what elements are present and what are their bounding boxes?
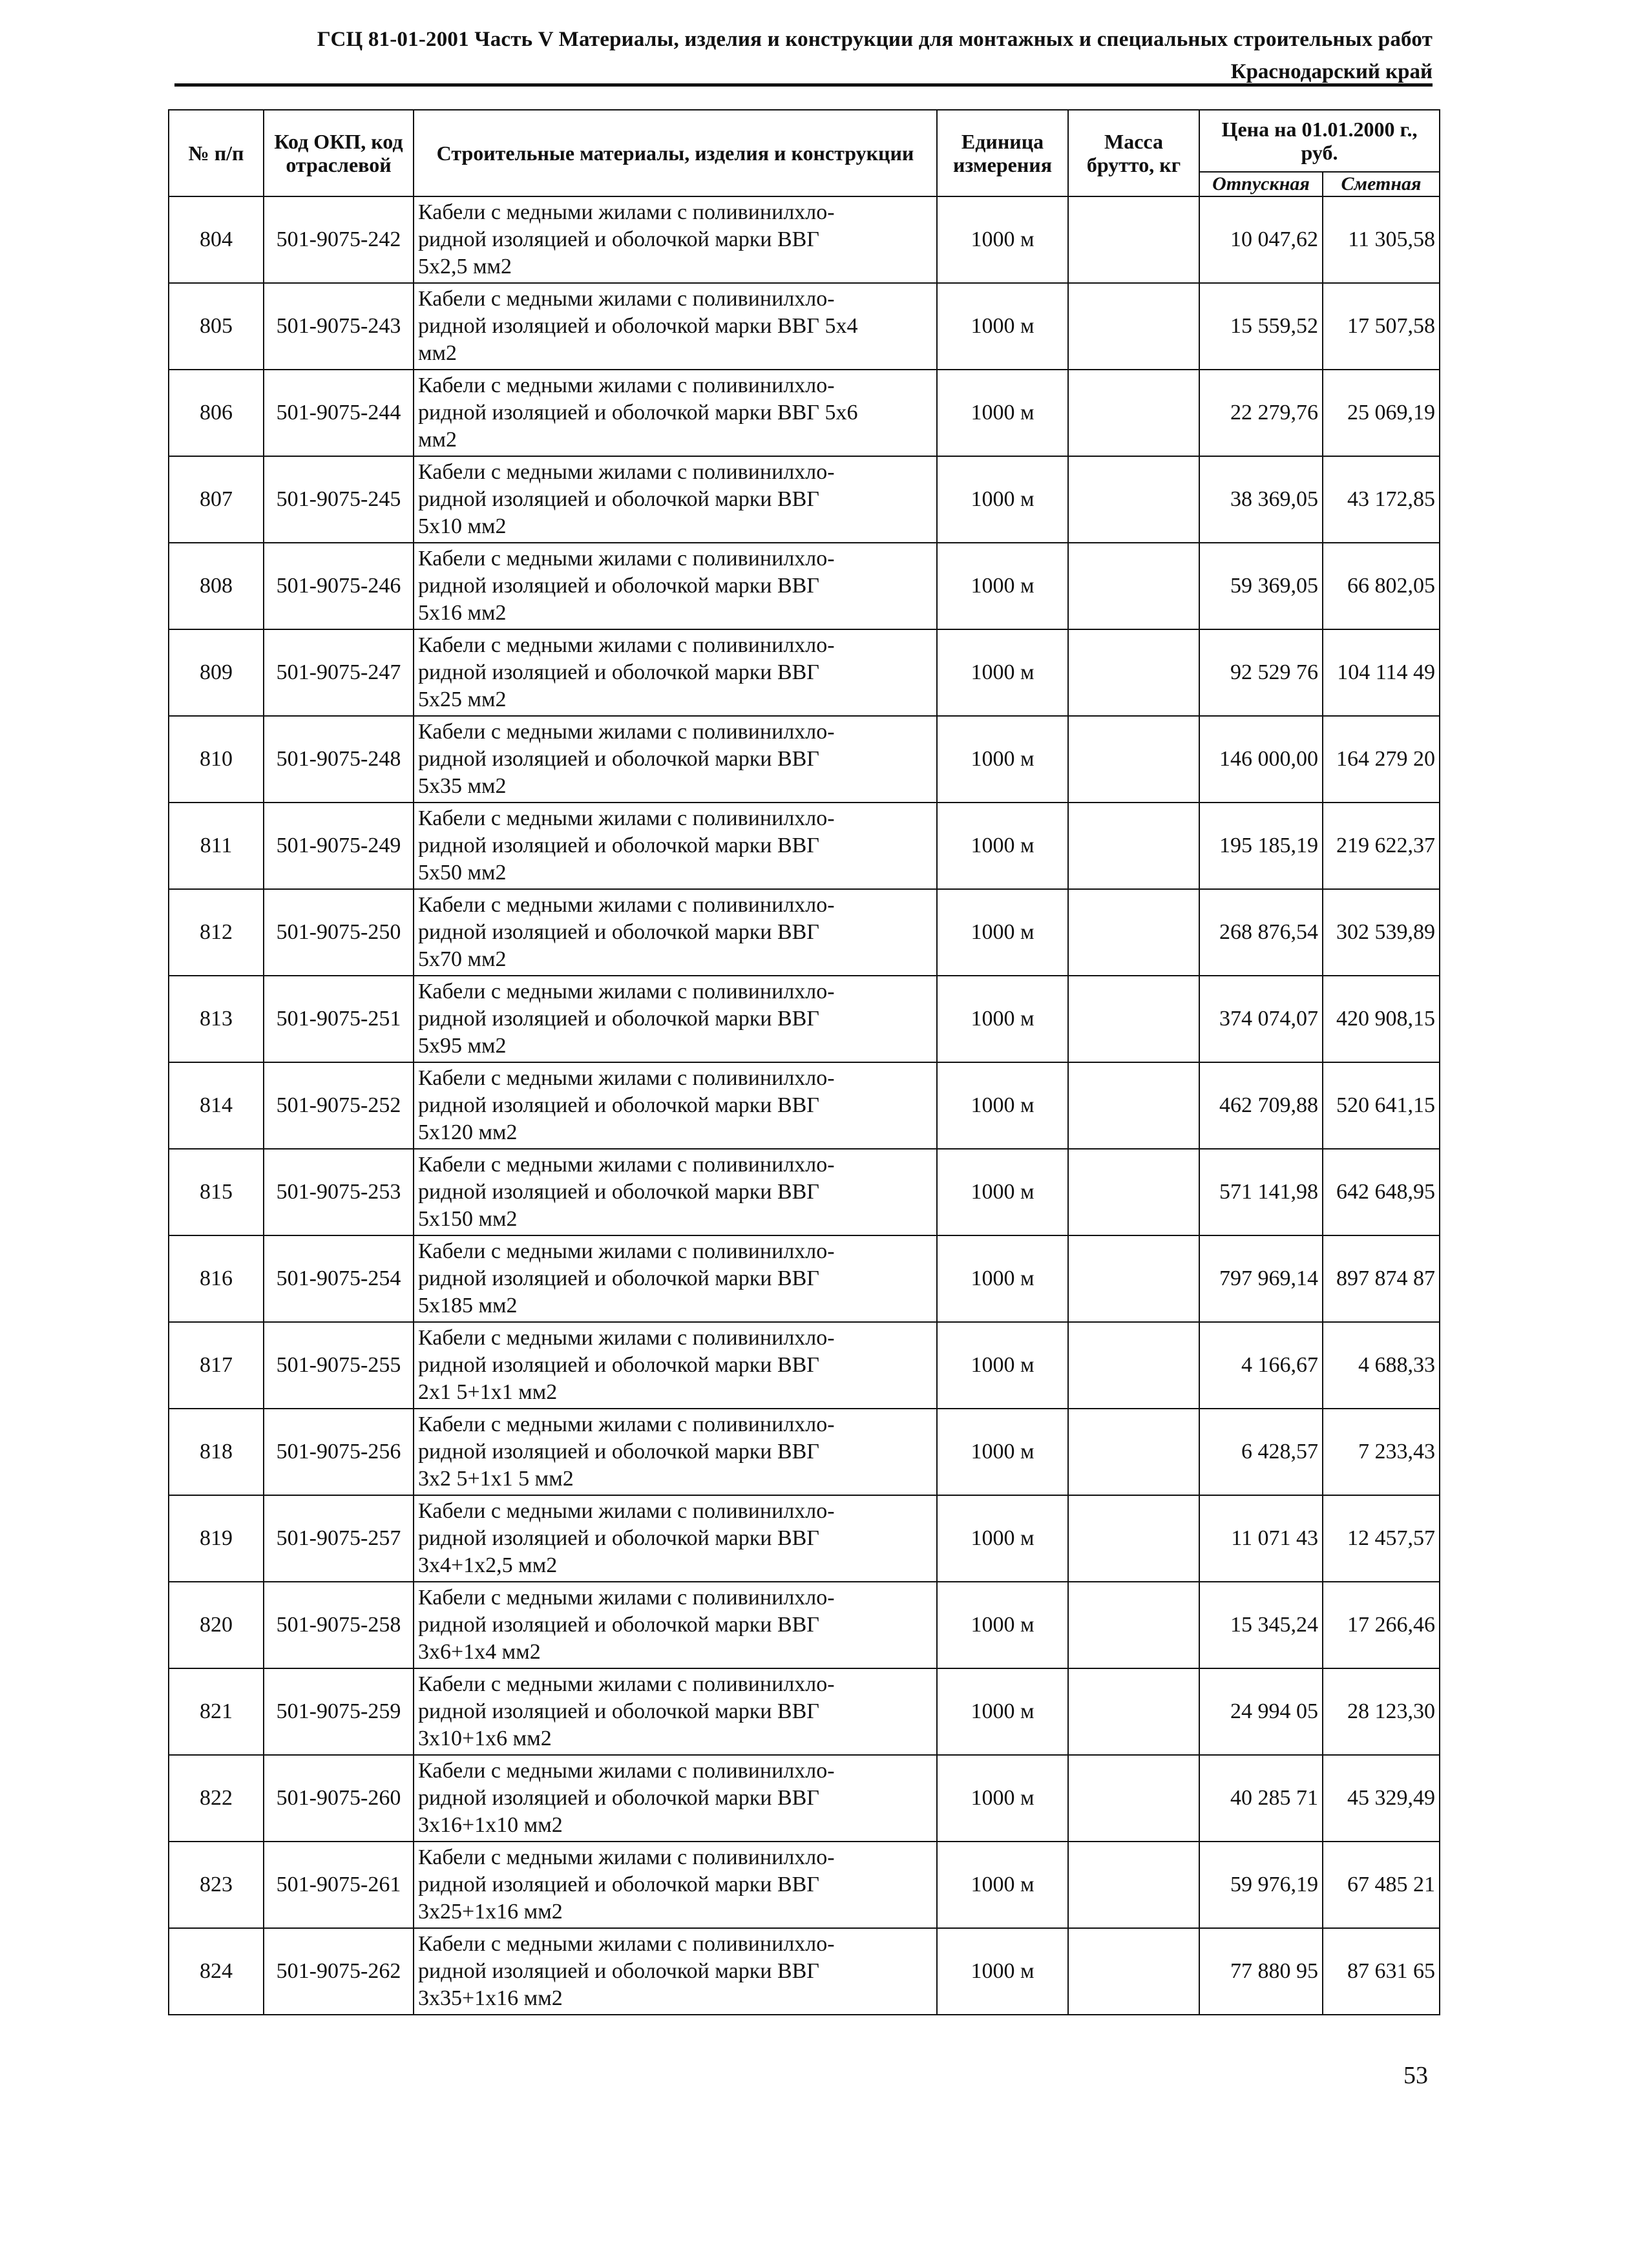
table-row: [169, 1495, 1440, 1582]
row-description: [414, 976, 937, 1062]
row-description: [414, 1495, 937, 1582]
row-description-line: Кабели с медными жилами с поливинилхло-: [418, 633, 835, 657]
row-unit: 1000 м: [937, 196, 1068, 283]
row-mass: [1068, 1495, 1199, 1582]
table-row: [169, 543, 1440, 629]
row-price-estimate: 17 266,46: [1323, 1582, 1440, 1668]
row-description-line: ридной изоляцией и оболочкой марки ВВГ: [418, 660, 819, 684]
row-price-release: 571 141,98: [1199, 1149, 1323, 1235]
row-code: 501-9075-250: [264, 889, 414, 976]
row-description-line: ридной изоляцией и оболочкой марки ВВГ: [418, 1873, 819, 1896]
row-description-line: Кабели с медными жилами с поливинилхло-: [418, 460, 835, 484]
document-title: ГСЦ 81-01-2001 Часть V Материалы, изделия и конструкции для монтажных и специальных строительных работ: [317, 28, 1433, 51]
row-mass: [1068, 1668, 1199, 1755]
table-row: [169, 196, 1440, 283]
row-description-line: ридной изоляцией и оболочкой марки ВВГ: [418, 1266, 819, 1290]
row-description-line: ридной изоляцией и оболочкой марки ВВГ: [418, 1007, 819, 1031]
row-description: [414, 716, 937, 803]
row-description: [414, 1668, 937, 1755]
row-unit: 1000 м: [937, 370, 1068, 456]
row-mass: [1068, 1409, 1199, 1495]
row-description: [414, 1582, 937, 1668]
row-description: [414, 1755, 937, 1842]
row-description-line: Кабели с медными жилами с поливинилхло-: [418, 1412, 835, 1436]
row-unit: 1000 м: [937, 1928, 1068, 2015]
row-description-line: Кабели с медными жилами с поливинилхло-: [418, 1932, 835, 1956]
row-description: [414, 1149, 937, 1235]
row-code: 501-9075-251: [264, 976, 414, 1062]
row-mass: [1068, 889, 1199, 976]
row-number: 813: [169, 976, 264, 1062]
table-header: [169, 110, 1440, 196]
table-row: [169, 1409, 1440, 1495]
row-description: [414, 456, 937, 543]
row-price-estimate: 104 114 49: [1323, 629, 1440, 716]
row-mass: [1068, 196, 1199, 283]
page-number: 53: [1403, 2062, 1428, 2089]
row-price-release: 10 047,62: [1199, 196, 1323, 283]
row-description-line: 5х35 мм2: [418, 774, 507, 798]
row-description-line: Кабели с медными жилами с поливинилхло-: [418, 373, 835, 397]
row-mass: [1068, 1842, 1199, 1928]
row-description-line: ридной изоляцией и оболочкой марки ВВГ: [418, 834, 819, 857]
row-number: 821: [169, 1668, 264, 1755]
row-price-release: 462 709,88: [1199, 1062, 1323, 1149]
table-row: [169, 629, 1440, 716]
row-description-line: 5х70 мм2: [418, 947, 507, 971]
row-mass: [1068, 370, 1199, 456]
col-header-price-release: Отпускная: [1199, 172, 1323, 196]
row-description-line: ридной изоляцией и оболочкой марки ВВГ: [418, 1613, 819, 1637]
row-price-estimate: 4 688,33: [1323, 1322, 1440, 1409]
row-price-estimate: 43 172,85: [1323, 456, 1440, 543]
row-code: 501-9075-257: [264, 1495, 414, 1582]
row-description-line: 5х120 мм2: [418, 1120, 518, 1144]
row-price-estimate: 28 123,30: [1323, 1668, 1440, 1755]
table-row: [169, 456, 1440, 543]
row-description-line: Кабели с медными жилами с поливинилхло-: [418, 1153, 835, 1177]
row-description-line: Кабели с медными жилами с поливинилхло-: [418, 1759, 835, 1783]
row-code: 501-9075-262: [264, 1928, 414, 2015]
row-description-line: 5х2,5 мм2: [418, 255, 512, 278]
row-code: 501-9075-249: [264, 803, 414, 889]
row-description-line: ридной изоляцией и оболочкой марки ВВГ: [418, 1440, 819, 1464]
row-description: [414, 1928, 937, 2015]
row-unit: 1000 м: [937, 1582, 1068, 1668]
row-price-estimate: 219 622,37: [1323, 803, 1440, 889]
row-description-line: ридной изоляцией и оболочкой марки ВВГ: [418, 1353, 819, 1377]
table-row: [169, 1062, 1440, 1149]
row-price-estimate: 67 485 21: [1323, 1842, 1440, 1928]
row-description-line: 5х150 мм2: [418, 1207, 518, 1231]
row-description-line: Кабели с медными жилами с поливинилхло-: [418, 1499, 835, 1523]
row-price-estimate: 87 631 65: [1323, 1928, 1440, 2015]
row-mass: [1068, 1062, 1199, 1149]
col-header-price-estimate: Сметная: [1323, 172, 1440, 196]
row-number: 807: [169, 456, 264, 543]
row-price-estimate: 164 279 20: [1323, 716, 1440, 803]
row-mass: [1068, 1755, 1199, 1842]
row-number: 814: [169, 1062, 264, 1149]
row-description-line: Кабели с медными жилами с поливинилхло-: [418, 893, 835, 917]
row-description-line: ридной изоляцией и оболочкой марки ВВГ: [418, 747, 819, 771]
row-description-line: ридной изоляцией и оболочкой марки ВВГ: [418, 1526, 819, 1550]
row-unit: 1000 м: [937, 803, 1068, 889]
row-description-line: 5х25 мм2: [418, 688, 507, 711]
row-code: 501-9075-244: [264, 370, 414, 456]
row-unit: 1000 м: [937, 1149, 1068, 1235]
row-number: 822: [169, 1755, 264, 1842]
row-price-release: 77 880 95: [1199, 1928, 1323, 2015]
row-description-line: ридной изоляцией и оболочкой марки ВВГ: [418, 227, 819, 251]
row-code: 501-9075-248: [264, 716, 414, 803]
row-price-estimate: 642 648,95: [1323, 1149, 1440, 1235]
table-row: [169, 716, 1440, 803]
table-row: [169, 976, 1440, 1062]
row-description-line: 2х1 5+1х1 мм2: [418, 1380, 558, 1404]
row-code: 501-9075-243: [264, 283, 414, 370]
row-code: 501-9075-242: [264, 196, 414, 283]
row-description-line: Кабели с медными жилами с поливинилхло-: [418, 806, 835, 830]
row-code: 501-9075-246: [264, 543, 414, 629]
row-description-line: ридной изоляцией и оболочкой марки ВВГ: [418, 574, 819, 598]
row-price-estimate: 17 507,58: [1323, 283, 1440, 370]
row-unit: 1000 м: [937, 283, 1068, 370]
row-price-release: 268 876,54: [1199, 889, 1323, 976]
region-label: Краснодарский край: [1230, 60, 1433, 83]
row-description-line: 5х16 мм2: [418, 601, 507, 625]
row-description-line: 5х10 мм2: [418, 514, 507, 538]
row-price-release: 6 428,57: [1199, 1409, 1323, 1495]
row-price-release: 92 529 76: [1199, 629, 1323, 716]
row-description-line: ридной изоляцией и оболочкой марки ВВГ: [418, 1786, 819, 1810]
row-description-line: 3х16+1х10 мм2: [418, 1813, 563, 1837]
row-description: [414, 803, 937, 889]
row-price-release: 15 559,52: [1199, 283, 1323, 370]
row-description-line: ридной изоляцией и оболочкой марки ВВГ: [418, 1699, 819, 1723]
row-description-line: Кабели с медными жилами с поливинилхло-: [418, 200, 835, 224]
row-unit: 1000 м: [937, 1062, 1068, 1149]
row-price-release: 38 369,05: [1199, 456, 1323, 543]
row-unit: 1000 м: [937, 1495, 1068, 1582]
row-description-line: 5х95 мм2: [418, 1034, 507, 1058]
row-description-line: Кабели с медными жилами с поливинилхло-: [418, 1066, 835, 1090]
row-unit: 1000 м: [937, 543, 1068, 629]
row-unit: 1000 м: [937, 716, 1068, 803]
page-header: [174, 23, 1433, 88]
row-description-line: 3х2 5+1х1 5 мм2: [418, 1467, 574, 1491]
row-description-line: 3х10+1х6 мм2: [418, 1727, 552, 1750]
row-number: 812: [169, 889, 264, 976]
row-number: 823: [169, 1842, 264, 1928]
table-row: [169, 1928, 1440, 2015]
table-row: [169, 1668, 1440, 1755]
row-price-estimate: 45 329,49: [1323, 1755, 1440, 1842]
row-unit: 1000 м: [937, 1842, 1068, 1928]
row-code: 501-9075-247: [264, 629, 414, 716]
row-description-line: Кабели с медными жилами с поливинилхло-: [418, 547, 835, 571]
row-mass: [1068, 1149, 1199, 1235]
row-unit: 1000 м: [937, 1322, 1068, 1409]
row-description-line: мм2: [418, 341, 457, 365]
header-divider: [174, 83, 1433, 87]
row-number: 820: [169, 1582, 264, 1668]
row-description-line: Кабели с медными жилами с поливинилхло-: [418, 1326, 835, 1350]
row-price-release: 11 071 43: [1199, 1495, 1323, 1582]
row-description-line: Кабели с медными жилами с поливинилхло-: [418, 720, 835, 744]
row-number: 810: [169, 716, 264, 803]
row-unit: 1000 м: [937, 1235, 1068, 1322]
row-number: 818: [169, 1409, 264, 1495]
col-header-unit: Единица измерения: [937, 110, 1068, 196]
row-price-release: 59 976,19: [1199, 1842, 1323, 1928]
row-code: 501-9075-259: [264, 1668, 414, 1755]
row-code: 501-9075-255: [264, 1322, 414, 1409]
row-number: 806: [169, 370, 264, 456]
row-number: 824: [169, 1928, 264, 2015]
row-description-line: ридной изоляцией и оболочкой марки ВВГ: [418, 1180, 819, 1204]
table-row: [169, 889, 1440, 976]
row-code: 501-9075-252: [264, 1062, 414, 1149]
price-table: [168, 109, 1440, 2015]
row-mass: [1068, 716, 1199, 803]
row-number: 809: [169, 629, 264, 716]
row-code: 501-9075-256: [264, 1409, 414, 1495]
row-description-line: 3х25+1х16 мм2: [418, 1900, 563, 1924]
row-description-line: ридной изоляцией и оболочкой марки ВВГ: [418, 920, 819, 944]
row-description: [414, 543, 937, 629]
row-unit: 1000 м: [937, 456, 1068, 543]
row-mass: [1068, 976, 1199, 1062]
row-price-release: 40 285 71: [1199, 1755, 1323, 1842]
row-number: 815: [169, 1149, 264, 1235]
row-mass: [1068, 1322, 1199, 1409]
row-description: [414, 1842, 937, 1928]
row-description: [414, 1409, 937, 1495]
table-body: [169, 196, 1440, 2015]
row-price-release: 146 000,00: [1199, 716, 1323, 803]
row-unit: 1000 м: [937, 1668, 1068, 1755]
table-row: [169, 1755, 1440, 1842]
row-price-release: 22 279,76: [1199, 370, 1323, 456]
row-description-line: мм2: [418, 428, 457, 452]
col-header-price: Цена на 01.01.2000 г., руб.: [1199, 110, 1440, 172]
col-header-name: Строительные материалы, изделия и конструкции: [414, 110, 937, 196]
row-description-line: 5х50 мм2: [418, 861, 507, 885]
row-mass: [1068, 803, 1199, 889]
row-description: [414, 283, 937, 370]
table-row: [169, 1582, 1440, 1668]
row-description-line: ридной изоляцией и оболочкой марки ВВГ 5х6: [418, 401, 858, 425]
table-row: [169, 1235, 1440, 1322]
row-number: 811: [169, 803, 264, 889]
col-header-mass: Масса брутто, кг: [1068, 110, 1199, 196]
row-price-release: 15 345,24: [1199, 1582, 1323, 1668]
table-row: [169, 1149, 1440, 1235]
row-mass: [1068, 543, 1199, 629]
row-mass: [1068, 456, 1199, 543]
row-number: 804: [169, 196, 264, 283]
row-mass: [1068, 629, 1199, 716]
row-description-line: 5х185 мм2: [418, 1294, 518, 1318]
table-row: [169, 283, 1440, 370]
row-description: [414, 1322, 937, 1409]
row-description-line: ридной изоляцией и оболочкой марки ВВГ: [418, 1093, 819, 1117]
row-code: 501-9075-245: [264, 456, 414, 543]
row-price-release: 59 369,05: [1199, 543, 1323, 629]
row-description: [414, 370, 937, 456]
row-number: 819: [169, 1495, 264, 1582]
row-unit: 1000 м: [937, 1755, 1068, 1842]
row-description: [414, 196, 937, 283]
row-price-release: 374 074,07: [1199, 976, 1323, 1062]
col-header-code: Код ОКП, код отраслевой: [264, 110, 414, 196]
row-description-line: Кабели с медными жилами с поливинилхло-: [418, 1586, 835, 1610]
row-mass: [1068, 1582, 1199, 1668]
row-description: [414, 629, 937, 716]
row-description-line: Кабели с медными жилами с поливинилхло-: [418, 1239, 835, 1263]
row-description: [414, 1062, 937, 1149]
row-price-estimate: 7 233,43: [1323, 1409, 1440, 1495]
row-code: 501-9075-254: [264, 1235, 414, 1322]
row-mass: [1068, 1928, 1199, 2015]
row-description-line: Кабели с медными жилами с поливинилхло-: [418, 1845, 835, 1869]
table-row: [169, 1322, 1440, 1409]
row-price-estimate: 897 874 87: [1323, 1235, 1440, 1322]
row-code: 501-9075-261: [264, 1842, 414, 1928]
row-unit: 1000 м: [937, 1409, 1068, 1495]
row-number: 808: [169, 543, 264, 629]
col-header-num: № п/п: [169, 110, 264, 196]
row-code: 501-9075-258: [264, 1582, 414, 1668]
row-price-release: 4 166,67: [1199, 1322, 1323, 1409]
row-price-estimate: 25 069,19: [1323, 370, 1440, 456]
row-code: 501-9075-253: [264, 1149, 414, 1235]
row-unit: 1000 м: [937, 629, 1068, 716]
row-price-estimate: 12 457,57: [1323, 1495, 1440, 1582]
row-code: 501-9075-260: [264, 1755, 414, 1842]
row-description: [414, 1235, 937, 1322]
table-row: [169, 370, 1440, 456]
row-mass: [1068, 1235, 1199, 1322]
row-description-line: Кабели с медными жилами с поливинилхло-: [418, 1672, 835, 1696]
row-number: 805: [169, 283, 264, 370]
row-description-line: 3х6+1х4 мм2: [418, 1640, 541, 1664]
row-unit: 1000 м: [937, 889, 1068, 976]
row-description-line: 3х4+1х2,5 мм2: [418, 1553, 558, 1577]
row-price-release: 797 969,14: [1199, 1235, 1323, 1322]
row-number: 817: [169, 1322, 264, 1409]
table-row: [169, 803, 1440, 889]
row-price-release: 195 185,19: [1199, 803, 1323, 889]
row-price-estimate: 520 641,15: [1323, 1062, 1440, 1149]
row-description-line: Кабели с медными жилами с поливинилхло-: [418, 980, 835, 1003]
row-price-estimate: 66 802,05: [1323, 543, 1440, 629]
row-price-estimate: 11 305,58: [1323, 196, 1440, 283]
row-number: 816: [169, 1235, 264, 1322]
row-mass: [1068, 283, 1199, 370]
row-price-estimate: 420 908,15: [1323, 976, 1440, 1062]
table-row: [169, 1842, 1440, 1928]
row-description-line: ридной изоляцией и оболочкой марки ВВГ: [418, 487, 819, 511]
row-unit: 1000 м: [937, 976, 1068, 1062]
row-description-line: ридной изоляцией и оболочкой марки ВВГ: [418, 1959, 819, 1983]
row-description-line: 3х35+1х16 мм2: [418, 1986, 563, 2010]
row-price-estimate: 302 539,89: [1323, 889, 1440, 976]
row-description-line: Кабели с медными жилами с поливинилхло-: [418, 287, 835, 311]
row-description-line: ридной изоляцией и оболочкой марки ВВГ 5х4: [418, 314, 858, 338]
row-price-release: 24 994 05: [1199, 1668, 1323, 1755]
row-description: [414, 889, 937, 976]
